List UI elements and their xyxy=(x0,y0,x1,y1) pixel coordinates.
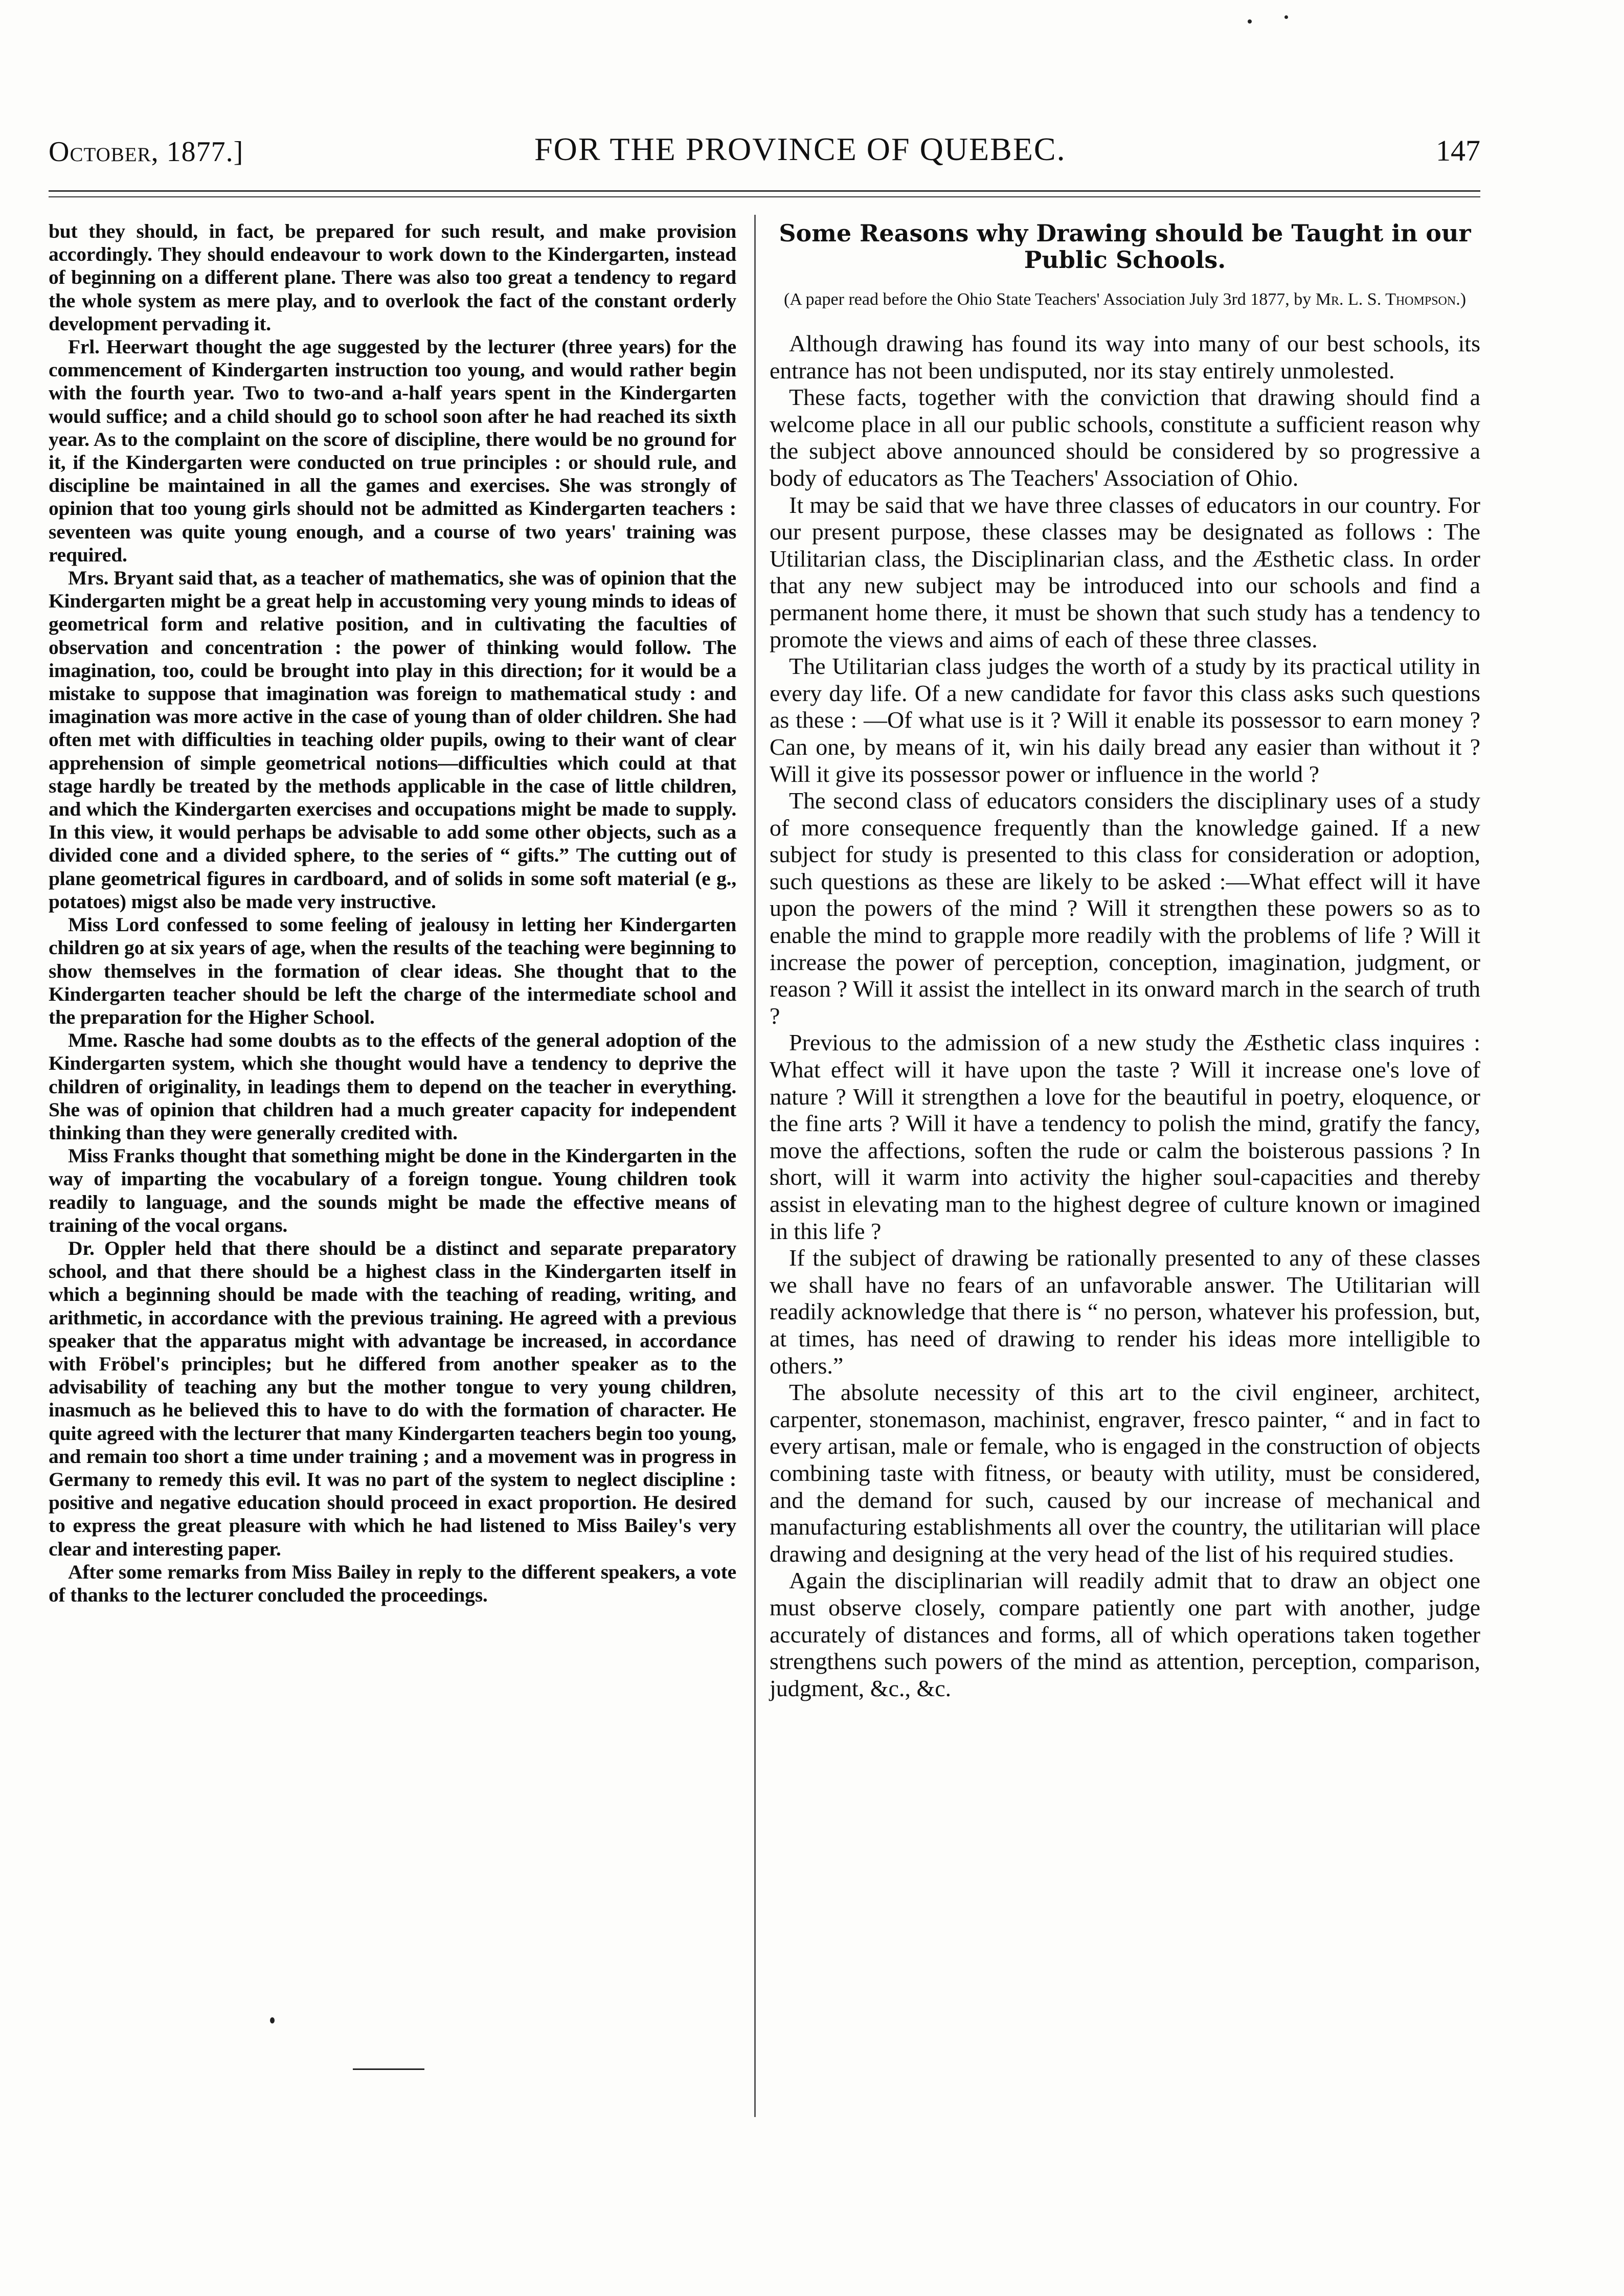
page-header xyxy=(49,130,1480,176)
column-separator xyxy=(754,215,756,2117)
paragraph: Mrs. Bryant said that, as a teacher of mathematics, she was of opinion that the Kindergarten might be a great help in accustoming very young minds to ideas of geometrical form and relative position, and in cultivating the faculties of observation and concentration : the power of thinking would follow. The imagination, too, could be brought into play in this direction; for it would be a mistake to suppose that imagination was foreign to mathematical study : and imagination was more active in the case of young than of older children. She had often met with difficulties in teaching older pupils, owing to their want of clear apprehension of simple geometrical notions—difficulties which could at that stage hardly be treated by the methods applicable in the case of little children, and which the Kindergarten exercises and occupations might be made to supply. In this view, it would perhaps be advisable to add some other objects, such as a divided cone and a divided sphere, to the series of “ gifts.” The cutting out of plane geometrical figures in cardboard, and of solids in some soft material (e g., potatoes) migst also be made very instructive. xyxy=(49,567,736,913)
article-byline xyxy=(770,289,1480,310)
section-end-rule xyxy=(353,2068,424,2070)
header-date: October, 1877.] xyxy=(49,136,244,168)
paragraph: but they should, in fact, be prepared for such result, and make provision accordingly. They should endeavour to work down to the Kindergarten, instead of beginning on a different plane. There was also too great a tendency to regard the whole system as mere play, and to overlook the fact of the constant orderly development pervading it. xyxy=(49,220,736,335)
print-speck xyxy=(270,2017,275,2023)
paragraph: Mme. Rasche had some doubts as to the effects of the general adoption of the Kindergarten system, which she thought would have a tendency to deprive the children of originality, in leadings them to depend on the teacher in everything. She was of opinion that children had a much greater capacity for independent thinking than they were generally credited with. xyxy=(49,1029,736,1144)
paragraph: The Utilitarian class judges the worth of a study by its practical utility in every day life. Of a new candidate for favor this class asks such questions as these : —Of what use is it ? Will it enable its possessor to earn money ? Can one, by means of it, win his daily bread any easier than without it ? Will it give its possessor power or influence in the world ? xyxy=(770,653,1480,787)
header-title: FOR THE PROVINCE OF QUEBEC. xyxy=(534,131,1066,167)
paragraph: The second class of educators considers the disciplinary uses of a study of more consequence frequently than the knowledge gained. If a new subject for study is presented to this class for consideration or adoption, such questions as these are likely to be asked :—What effect will it have upon the powers of the mind ? Will it strengthen these powers so as to enable the mind to grapple more readily with the problems of life ? Will it increase the power of perception, conception, imagination, judgment, or reason ? Will it assist the intellect in its onward march in the search of truth ? xyxy=(770,787,1480,1029)
paragraph: If the subject of drawing be rationally presented to any of these classes we shall have no fears of an unfavorable answer. The Utilitarian will readily acknowledge that there is “ no person, whatever his profession, but, at times, has need of drawing to render his ideas more intelligible to others.” xyxy=(770,1245,1480,1379)
article-title: Some Reasons why Drawing should be Taught in our Public Schools. xyxy=(779,219,1471,274)
right-column xyxy=(770,220,1480,1702)
print-speck xyxy=(1284,15,1288,19)
header-rule-bottom xyxy=(49,196,1480,197)
print-speck xyxy=(1248,19,1252,24)
byline-author: Mr. L. S. Thompson. xyxy=(1315,290,1460,309)
paragraph: These facts, together with the conviction that drawing should find a welcome place in all our public schools, constitute a sufficient reason why the subject above announced should be considered by so progressive a body of educators as The Teachers' Association of Ohio. xyxy=(770,384,1480,491)
paragraph: The absolute necessity of this art to the civil engineer, architect, carpenter, stonemason, machinist, engraver, fresco painter, “ and in fact to every artisan, male or female, who is engaged in the construction of objects combining taste with fitness, or beauty with utility, must be considered, and the demand for such, caused by our increase of mechanical and manufacturing establishments all over the country, the utilitarian will place drawing and designing at the very head of the list of his required studies. xyxy=(770,1379,1480,1567)
paragraph: Miss Lord confessed to some feeling of jealousy in letting her Kindergarten children go at six years of age, when the results of the teaching were beginning to show themselves in the formation of clear ideas. She thought that to the Kindergarten teacher should be left the charge of the intermediate school and the preparation for the Higher School. xyxy=(49,913,736,1028)
paragraph: Although drawing has found its way into many of our best schools, its entrance has not been undisputed, nor its stay entirely unmolested. xyxy=(770,330,1480,384)
paragraph: Dr. Oppler held that there should be a distinct and separate preparatory school, and that there should be a highest class in the Kindergarten itself in which a beginning should be made with the teaching of reading, writing, and arithmetic, in accordance with the previous training. He agreed with a previous speaker that the apparatus might with advantage be increased, in accordance with Fröbel's principles; but he differed from another speaker as to the advisability of teaching any but the mother tongue to very young children, inasmuch as he believed this to have to do with the formation of character. He quite agreed with the lecturer that many Kindergarten teachers begin too young, and remain too short a time under training ; and a movement was in progress in Germany to remedy this evil. It was no part of the system to neglect discipline : positive and negative education should proceed in exact proportion. He desired to express the great pleasure with which he had listened to Miss Bailey's very clear and interesting paper. xyxy=(49,1236,736,1560)
header-rule-top xyxy=(49,190,1480,192)
paragraph: Previous to the admission of a new study the Æsthetic class inquires : What effect will it have upon the taste ? Will it increase one's love of nature ? Will it strengthen a love for the beautiful in poetry, eloquence, or the fine arts ? Will it have a tendency to polish the mind, gratify the fancy, move the affections, soften the rude or calm the boisterous passions ? In short, will it warm into activity the higher soul-capacities and thereby assist in elevating man to the highest degree of culture known or imagined in this life ? xyxy=(770,1029,1480,1244)
paragraph: Frl. Heerwart thought the age suggested by the lecturer (three years) for the commencement of Kindergarten instruction too young, and would rather begin with the fourth year. Two to two-and a-half years spent in the Kindergarten would suffice; and a child should go to school soon after he had reached its sixth year. As to the complaint on the score of discipline, there would be no ground for it, if the Kindergarten were conducted on true principles : or should rule, and discipline be maintained in all the games and exercises. She was strongly of opinion that too young girls should not be admitted as Kindergarten teachers : seventeen was quite young enough, and a course of two years' training was required. xyxy=(49,335,736,566)
paragraph: After some remarks from Miss Bailey in reply to the different speakers, a vote of thanks to the lecturer concluded the proceedings. xyxy=(49,1560,736,1606)
page-number: 147 xyxy=(1436,134,1480,167)
byline-prefix: (A paper read before the Ohio State Teachers' Association July 3rd 1877, by xyxy=(783,290,1316,309)
byline-suffix: ) xyxy=(1460,290,1467,309)
paragraph: Miss Franks thought that something might be done in the Kindergarten in the way of imparting the vocabulary of a foreign tongue. Young children took readily to language, and the sounds might be made the effective means of training of the vocal organs. xyxy=(49,1144,736,1236)
paragraph: Again the disciplinarian will readily admit that to draw an object one must observe closely, compare patiently one part with another, judge accurately of distances and forms, all of which operations taken together strengthens such powers of the mind as attention, perception, comparison, judgment, &c., &c. xyxy=(770,1567,1480,1701)
paragraph: It may be said that we have three classes of educators in our country. For our present purpose, these classes may be designated as follows : The Utilitarian class, the Disciplinarian class, and the Æsthetic class. In order that any new subject may be introduced into our schools and find a permanent home there, it must be shown that such study has a tendency to promote the views and aims of each of these three classes. xyxy=(770,491,1480,652)
left-column xyxy=(49,220,736,1607)
